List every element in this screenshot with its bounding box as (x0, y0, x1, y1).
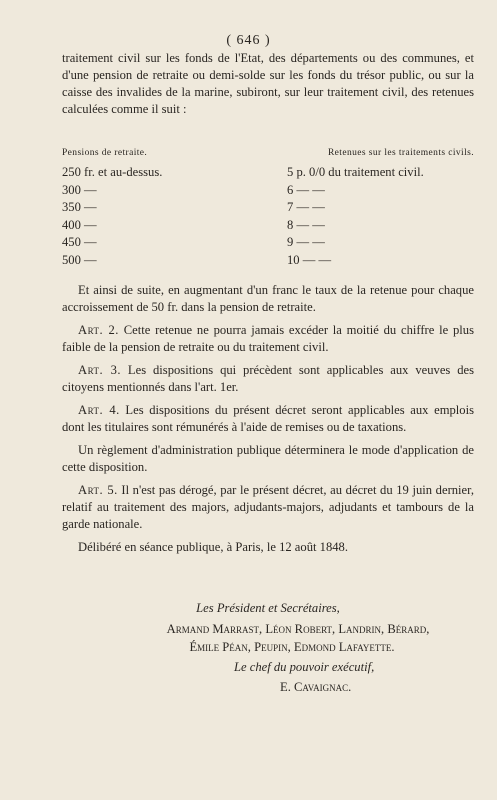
executive-title: Le chef du pouvoir exécutif, (234, 660, 375, 674)
signatories-names-line1: Armand Marrast, Léon Robert, Landrin, Bérard, (166, 622, 430, 636)
article-3 (62, 362, 474, 396)
paragraph-deliberation (62, 539, 474, 556)
table-cell-pension: 450 — (62, 235, 97, 250)
table-row (62, 252, 474, 270)
table-row (62, 217, 474, 235)
paragraph-text: Et ainsi de suite, en augmentant d'un franc le taux de la retenue pour chaque accroissement de 50 fr. dans la pension de retraite. (62, 283, 474, 314)
table-cell-retenue: 8 — — (287, 217, 325, 232)
paragraph-continuation (62, 282, 474, 316)
table-cell-pension: 300 — (62, 182, 97, 197)
table-header (62, 148, 474, 164)
page-number: ( 646 ) (226, 33, 271, 48)
table-row (62, 199, 474, 217)
article-label: Art. 4. (78, 403, 120, 417)
table-cell-pension: 400 — (62, 217, 97, 232)
signatories-names-line2: Émile Péan, Peupin, Edmond Lafayette. (189, 640, 395, 654)
pension-table (62, 148, 474, 270)
paragraph-text: Un règlement d'administration publique déterminera le mode d'application de cette disposition. (62, 443, 474, 474)
article-text: Les dispositions qui précèdent sont applicables aux veuves des citoyens mentionnés dans l'art. 1er. (62, 363, 474, 394)
executive-name: E. Cavaignac. (280, 680, 352, 694)
table-row (62, 164, 474, 182)
article-4 (62, 402, 474, 436)
table-row (62, 182, 474, 200)
intro-paragraph (62, 50, 474, 118)
paragraph-text: Délibéré en séance publique, à Paris, le 12 août 1848. (78, 540, 348, 554)
article-text: Il n'est pas dérogé, par le présent décret, au décret du 19 juin dernier, relatif au traitement des majors, adjudants-majors, adjudants et tambours de la garde nationale. (62, 483, 474, 531)
table-header-left: Pensions de retraite. (62, 148, 148, 158)
article-5 (62, 482, 474, 533)
intro-text: traitement civil sur les fonds de l'Etat, des départements ou des communes, et d'une pension de retraite ou demi-solde sur les fonds du trésor public, ou sur la caisse des invalides de la marine, subiront, sur leur traitement civil, des retenues calculées comme il suit : (62, 51, 474, 116)
table-cell-retenue: 10 — — (287, 252, 332, 267)
article-2 (62, 322, 474, 356)
article-label: Art. 5. (78, 483, 118, 497)
table-cell-pension: 250 fr. et au-dessus. (62, 165, 163, 179)
table-row (62, 234, 474, 252)
table-cell-retenue: 9 — — (287, 235, 325, 250)
paragraph-reglement (62, 442, 474, 476)
table-cell-retenue: 5 p. 0/0 du traitement civil. (287, 165, 424, 179)
table-cell-retenue: 7 — — (287, 200, 325, 215)
signatories-heading: Les Président et Secrétaires, (196, 601, 340, 615)
article-label: Art. 3. (78, 363, 122, 377)
table-cell-pension: 350 — (62, 200, 97, 215)
articles (62, 282, 474, 562)
table-cell-retenue: 6 — — (287, 182, 325, 197)
article-text: Cette retenue ne pourra jamais excéder la moitié du chiffre le plus faible de la pension de retraite ou du traitement civil. (62, 323, 474, 354)
table-header-right: Retenues sur les traitements civils. (327, 148, 474, 158)
table-cell-pension: 500 — (62, 252, 97, 267)
article-text: Les dispositions du présent décret seront applicables aux emplois dont les titulaires sont rémunérés à l'aide de remises ou de taxations. (62, 403, 474, 434)
article-label: Art. 2. (78, 323, 119, 337)
